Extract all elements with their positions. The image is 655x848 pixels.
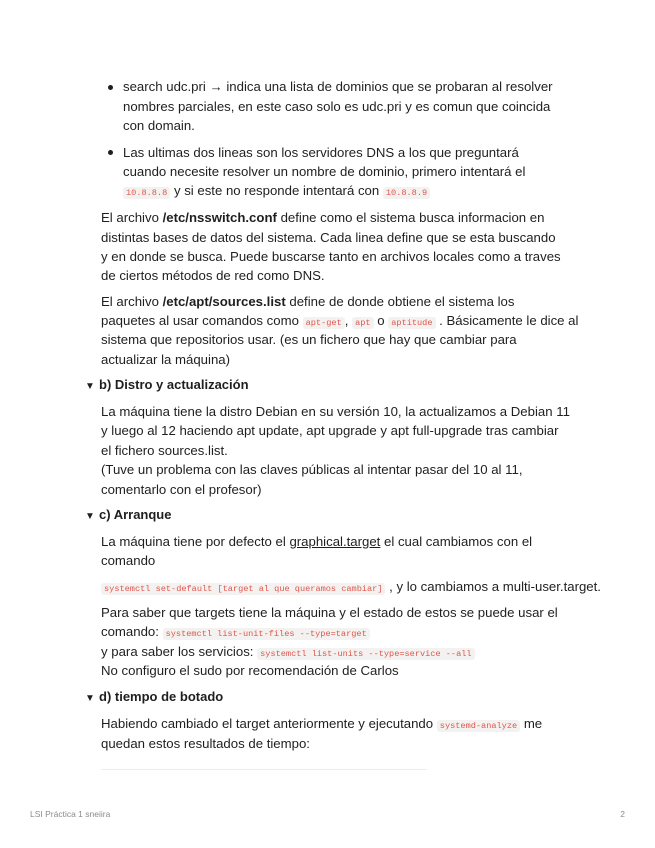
- bullet-1-line-2: nombres parciales, en este caso solo es udc.pri y es comun que coincida: [123, 99, 551, 114]
- bullet-1-line-1: search udc.pri → indica una lista de dominios que se probaran al resolver: [123, 79, 553, 94]
- code-list-unit-files: systemctl list-unit-files --type=target: [163, 628, 370, 640]
- section-c-para2-line-3: y para saber los servicios: systemctl list-units --type=service --all: [101, 642, 475, 665]
- code-set-default: systemctl set-default [target al que queramos cambiar]: [101, 583, 385, 595]
- bullet-2-line-1: Las ultimas dos lineas son los servidores DNS a los que preguntará: [123, 145, 519, 160]
- section-d-line-1: Habiendo cambiado el target anteriormente y ejecutando systemd-analyze me: [101, 716, 543, 731]
- section-c-line-3: systemctl set-default [target al que queramos cambiar] , y lo cambiamos a multi-user.target.: [101, 577, 601, 600]
- code-apt: apt: [352, 317, 373, 329]
- section-b-line-4: (Tuve un problema con las claves públicas al intentar pasar del 10 al 11,: [101, 462, 523, 477]
- code-aptitude: aptitude: [388, 317, 435, 329]
- footer-title: LSI Práctica 1 sneiira: [30, 809, 111, 819]
- section-c-line-1: La máquina tiene por defecto el graphical.target el cual cambiamos con el: [101, 534, 533, 549]
- code-ip-primary: 10.8.8.8: [123, 187, 170, 199]
- bullet-dot: [108, 85, 113, 90]
- graphical-target-link[interactable]: graphical.target: [289, 534, 381, 549]
- caret-down-icon: ▼: [85, 511, 95, 522]
- sources-line-3: sistema que repositorios usar. (es un fichero que hay que cambiar para: [101, 332, 517, 347]
- nsswitch-line-3: y en donde se busca. Puede buscarse tanto en archivos locales como a traves: [101, 249, 561, 264]
- toggle-arranque[interactable]: [85, 507, 171, 522]
- section-title: b) Distro y actualización: [99, 377, 249, 392]
- toggle-distro-actualizacion[interactable]: [85, 377, 249, 392]
- section-b-line-3: el fichero sources.list.: [101, 443, 228, 458]
- bullet-1-line-3: con domain.: [123, 118, 195, 133]
- nsswitch-line-4: de ciertos métodos de red como DNS.: [101, 268, 325, 283]
- section-c-para2-line-1: Para saber que targets tiene la máquina y el estado de estos se puede usar el: [101, 605, 558, 620]
- file-path: /etc/nsswitch.conf: [162, 210, 277, 225]
- nsswitch-line-1: El archivo /etc/nsswitch.conf define como el sistema busca informacion en: [101, 210, 545, 225]
- code-systemd-analyze: systemd-analyze: [437, 720, 520, 732]
- sources-line-4: actualizar la máquina): [101, 352, 231, 367]
- section-title: c) Arranque: [99, 507, 172, 522]
- bullet-2-line-2: cuando necesite resolver un nombre de dominio, primero intentará el: [123, 164, 526, 179]
- code-apt-get: apt-get: [303, 317, 345, 329]
- caret-down-icon: ▼: [85, 381, 95, 392]
- code-list-units: systemctl list-units --type=service --all: [257, 648, 474, 660]
- toggle-tiempo-botado[interactable]: [85, 689, 223, 704]
- section-b-line-2: y luego al 12 haciendo apt update, apt upgrade y apt full-upgrade tras cambiar: [101, 423, 559, 438]
- section-d-line-2: quedan estos resultados de tiempo:: [101, 736, 310, 751]
- section-c-para2-line-2: comando: systemctl list-unit-files --type=target: [101, 622, 370, 645]
- bullet-dot: [108, 150, 113, 155]
- section-c-para2-line-4: No configuro el sudo por recomendación de Carlos: [101, 663, 399, 678]
- caret-down-icon: ▼: [85, 693, 95, 704]
- section-b-line-5: comentarlo con el profesor): [101, 482, 262, 497]
- divider: [101, 769, 427, 770]
- bullet-2-line-3: 10.8.8.8 y si este no responde intentará con 10.8.8.9: [123, 181, 430, 204]
- sources-line-2: paquetes al usar comandos como apt-get , apt o aptitude . Básicamente le dice al: [101, 313, 579, 328]
- section-c-line-2: comando: [101, 553, 156, 568]
- sources-line-1: El archivo /etc/apt/sources.list define de donde obtiene el sistema los: [101, 294, 515, 309]
- file-path: /etc/apt/sources.list: [162, 294, 286, 309]
- section-title: d) tiempo de botado: [99, 689, 224, 704]
- section-b-line-1: La máquina tiene la distro Debian en su versión 10, la actualizamos a Debian 11: [101, 404, 570, 419]
- code-ip-secondary: 10.8.8.9: [383, 187, 430, 199]
- nsswitch-line-2: distintas bases de datos del sistema. Cada linea define que se esta buscando: [101, 230, 556, 245]
- page-number: 2: [620, 809, 625, 819]
